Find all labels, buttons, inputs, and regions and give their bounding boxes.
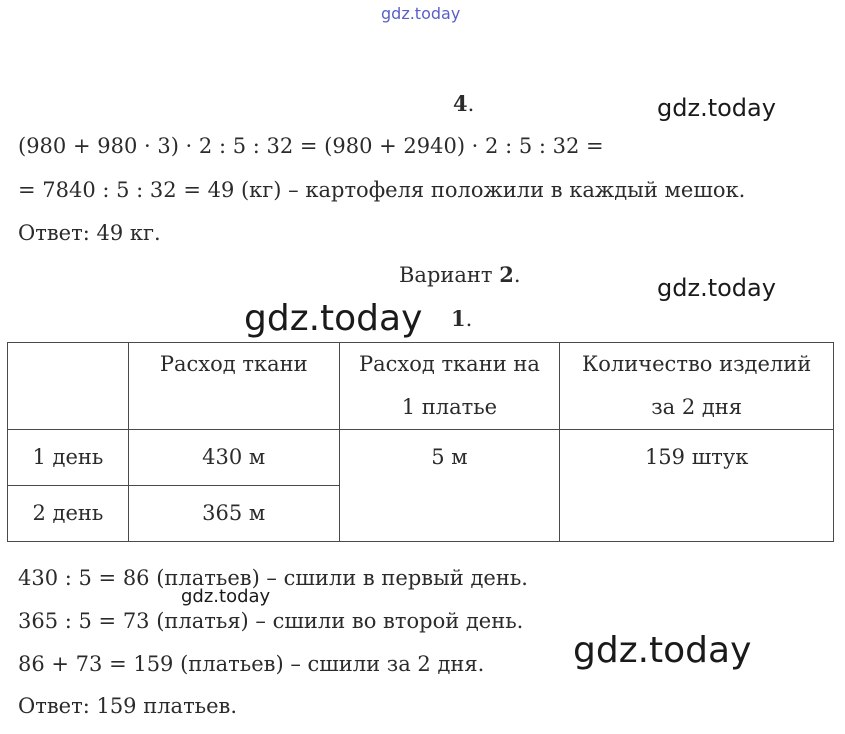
watermark-right-1: gdz.today <box>657 94 776 122</box>
table-cell-fabric: 365 м <box>128 486 339 542</box>
table-header-per-dress <box>339 343 560 430</box>
table-header-fabric <box>128 343 339 430</box>
task-1-heading <box>451 305 472 333</box>
watermark-large-1: gdz.today <box>244 298 423 339</box>
table-header-empty <box>8 343 129 430</box>
table-cell-total-items: 159 штук <box>560 430 834 542</box>
watermark-large-2: gdz.today <box>573 630 752 671</box>
table-cell-day: 2 день <box>8 486 129 542</box>
solution-line-2: 365 : 5 = 73 (платья) – сшили во второй день. <box>18 609 524 633</box>
watermark-right-2: gdz.today <box>657 274 776 302</box>
task-4-line-2: = 7840 : 5 : 32 = 49 (кг) – картофеля положили в каждый мешок. <box>18 178 746 202</box>
watermark-small: gdz.today <box>181 586 271 607</box>
task-1-dot: . <box>465 307 473 331</box>
solution-line-1: 430 : 5 = 86 (платьев) – сшили в первый день. <box>18 566 528 590</box>
variant-heading <box>399 261 521 289</box>
task-1-number: 1 <box>451 306 466 331</box>
table-cell-day: 1 день <box>8 430 129 486</box>
table-header-items <box>560 343 834 430</box>
fabric-table <box>7 342 834 542</box>
task-4-dot: . <box>467 92 475 116</box>
table-row <box>8 430 834 486</box>
solution-line-3: 86 + 73 = 159 (платьев) – сшили за 2 дня. <box>18 652 485 676</box>
table-header-items-line-2: за 2 дня <box>651 395 743 419</box>
task-4-heading <box>453 90 474 118</box>
table-header-row <box>8 343 834 430</box>
task-4-answer: Ответ: 49 кг. <box>18 221 161 245</box>
table-header-items-line-1: Количество изделий <box>582 352 812 376</box>
task-1-answer: Ответ: 159 платьев. <box>18 694 238 718</box>
variant-number: 2 <box>499 262 514 287</box>
table-cell-fabric: 430 м <box>128 430 339 486</box>
task-4-number: 4 <box>453 91 468 116</box>
variant-label: Вариант <box>399 263 500 287</box>
table-header-per-dress-line-1: Расход ткани на <box>358 352 540 376</box>
variant-dot: . <box>513 263 521 287</box>
task-4-line-1: (980 + 980 · 3) · 2 : 5 : 32 = (980 + 2940) · 2 : 5 : 32 = <box>18 134 604 158</box>
watermark-top: gdz.today <box>381 4 461 23</box>
table-cell-per-dress: 5 м <box>339 430 560 542</box>
table-header-fabric-text: Расход ткани <box>159 352 308 376</box>
table-header-per-dress-line-2: 1 платье <box>401 395 498 419</box>
